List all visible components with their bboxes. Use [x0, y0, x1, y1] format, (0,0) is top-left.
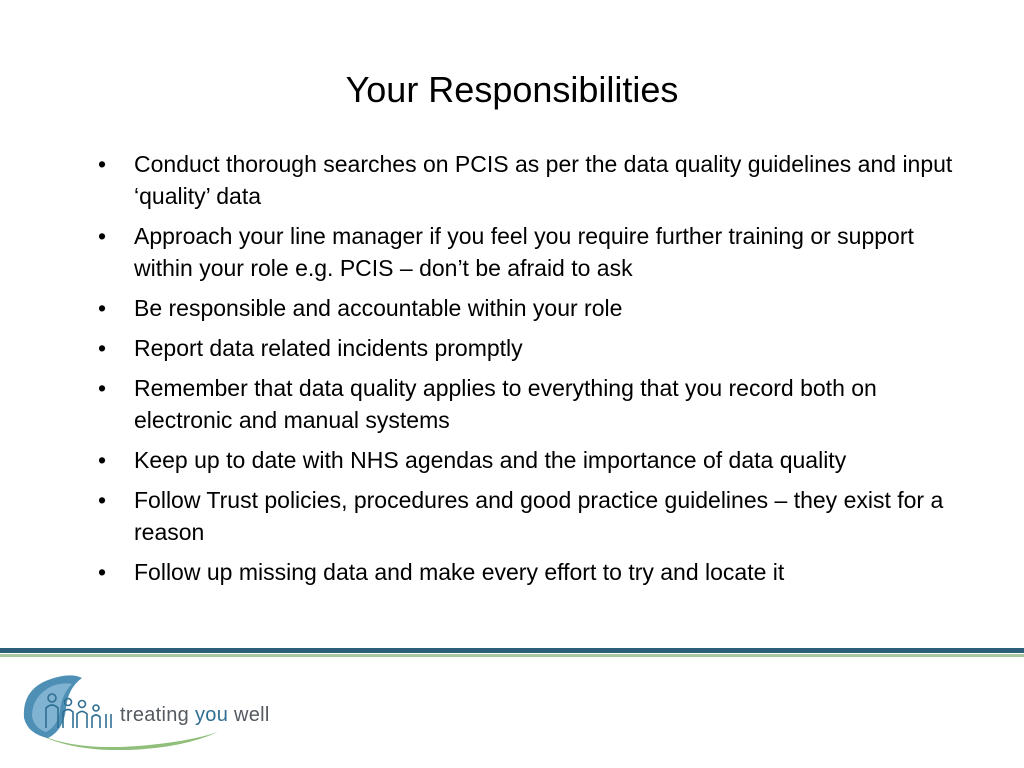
- slide-title: Your Responsibilities: [345, 69, 679, 110]
- bullet-marker: •: [98, 223, 107, 249]
- bullet-item: [94, 332, 974, 364]
- bullet-item: [94, 556, 974, 588]
- footer-divider-dark: [0, 648, 1024, 653]
- bullet-item: [94, 444, 974, 476]
- logo-word-well: well: [233, 704, 270, 726]
- bullet-marker: •: [98, 487, 107, 513]
- bullet-marker: •: [98, 295, 107, 321]
- footer-divider-light: [0, 654, 1024, 657]
- bullet-list: [94, 148, 974, 596]
- bullet-text: Remember that data quality applies to everything that you record both on electronic and manual systems: [134, 375, 877, 433]
- logo-word-you: you: [194, 704, 229, 726]
- treating-you-well-logo: [18, 668, 308, 750]
- bullet-item: [94, 148, 974, 212]
- logo-word-treating: treating: [120, 704, 190, 726]
- bullet-text: Follow up missing data and make every effort to try and locate it: [134, 559, 785, 585]
- bullet-marker: •: [98, 559, 107, 585]
- bullet-item: [94, 220, 974, 284]
- bullet-text: Conduct thorough searches on PCIS as per the data quality guidelines and input ‘quality’ data: [134, 151, 953, 209]
- bullet-marker: •: [98, 151, 107, 177]
- bullet-text: Follow Trust policies, procedures and good practice guidelines – they exist for a reason: [134, 487, 944, 545]
- bullet-item: [94, 292, 974, 324]
- bullet-item: [94, 372, 974, 436]
- bullet-marker: •: [98, 375, 107, 401]
- bullet-text: Report data related incidents promptly: [134, 335, 523, 361]
- bullet-text: Approach your line manager if you feel you require further training or support within your role e.g. PCIS – don’t be afraid to ask: [134, 223, 914, 281]
- logo-wordmark: [120, 704, 270, 727]
- bullet-marker: •: [98, 447, 107, 473]
- bullet-item: [94, 484, 974, 548]
- bullet-marker: •: [98, 335, 107, 361]
- bullet-text: Keep up to date with NHS agendas and the importance of data quality: [134, 447, 847, 473]
- bullet-text: Be responsible and accountable within your role: [134, 295, 623, 321]
